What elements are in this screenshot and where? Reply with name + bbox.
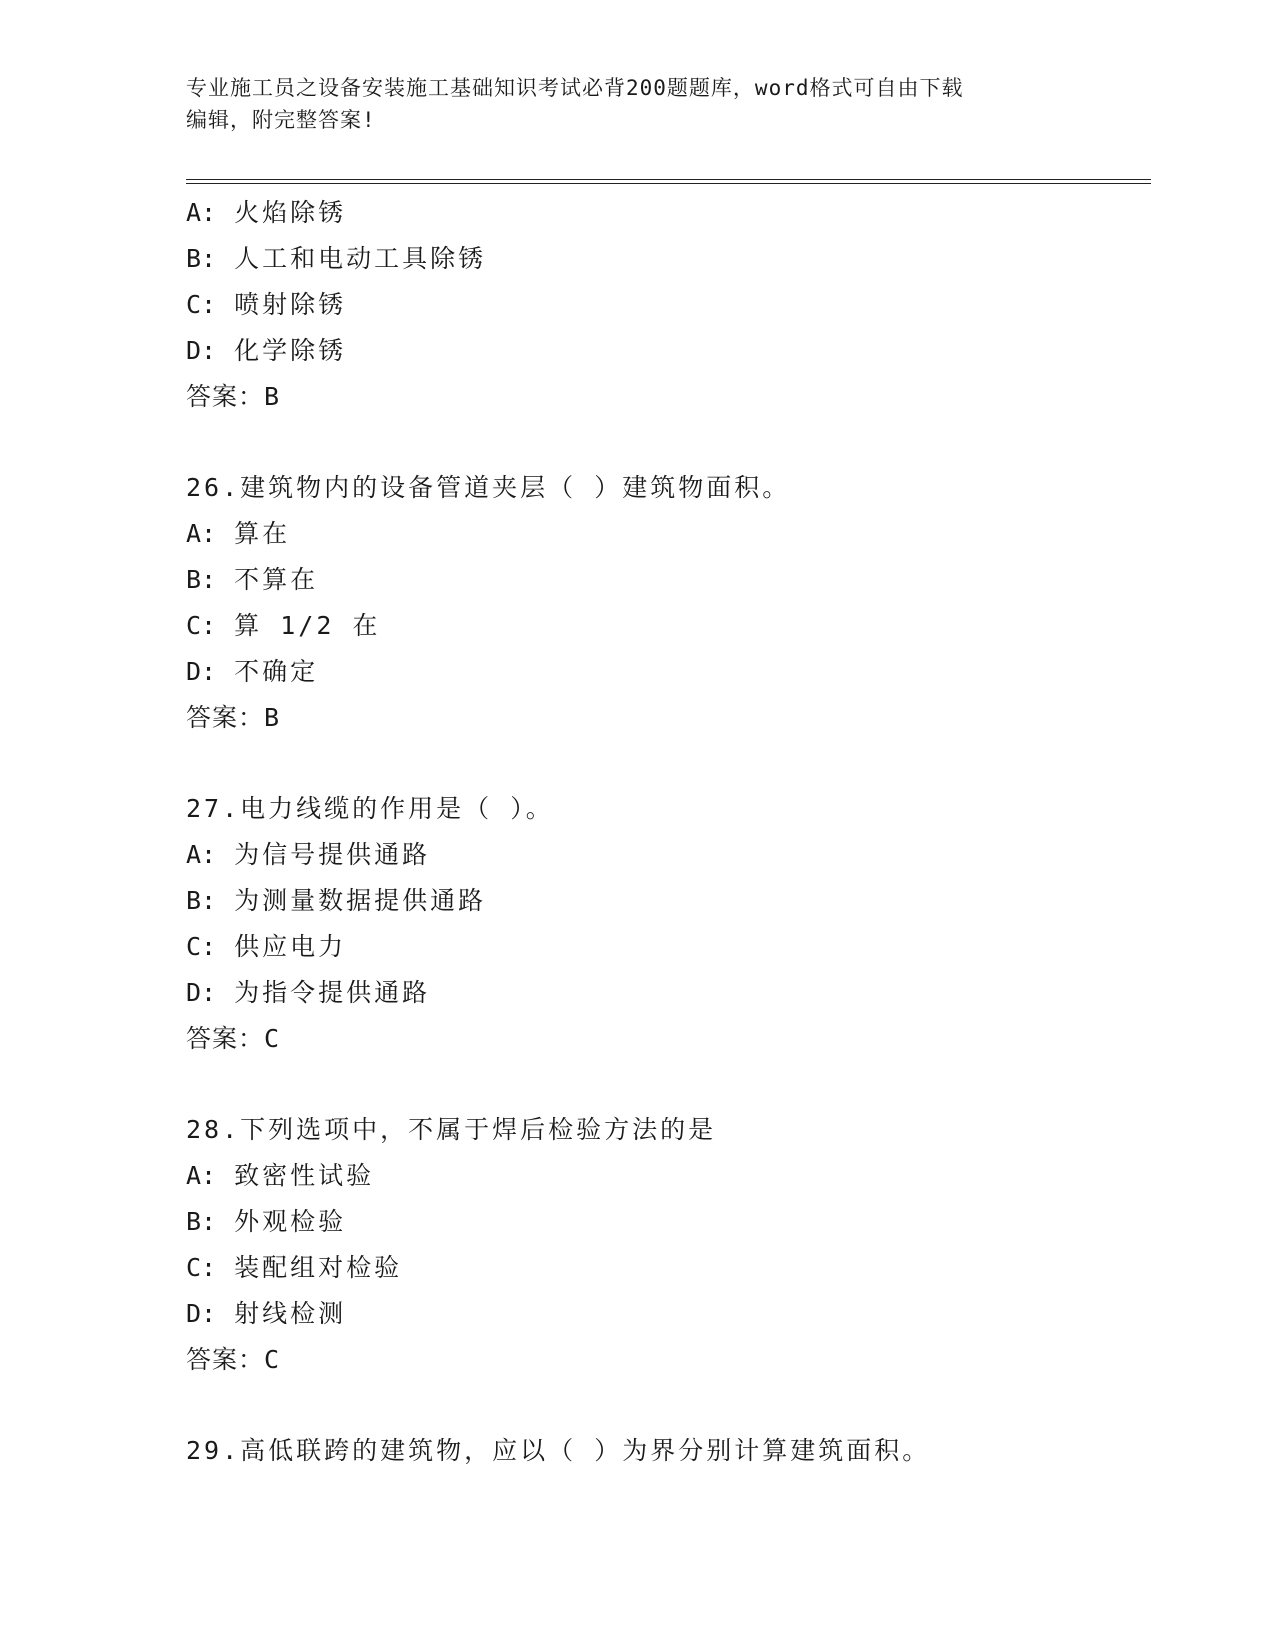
option-d: D: 为指令提供通路 xyxy=(186,978,431,1007)
option-c: C: 喷射除锈 xyxy=(186,290,347,319)
question-stem: 26.建筑物内的设备管道夹层（ ）建筑物面积。 xyxy=(186,473,791,502)
option-a: A: 火焰除锈 xyxy=(186,198,347,227)
question-stem: 29.高低联跨的建筑物，应以（ ）为界分别计算建筑面积。 xyxy=(186,1436,931,1465)
option-c: C: 供应电力 xyxy=(186,932,347,961)
question-27 xyxy=(186,786,1146,1062)
header-rule-bottom xyxy=(186,183,1151,184)
header-line-2: 编辑，附完整答案! xyxy=(186,108,376,132)
answer-line: 答案：C xyxy=(186,1345,281,1374)
question-28 xyxy=(186,1107,1146,1383)
header-line-1: 专业施工员之设备安装施工基础知识考试必背200题题库，word格式可自由下载 xyxy=(186,76,964,100)
answer-line: 答案：B xyxy=(186,703,281,732)
option-b: B: 人工和电动工具除锈 xyxy=(186,244,487,273)
question-stem: 28.下列选项中，不属于焊后检验方法的是 xyxy=(186,1115,717,1144)
question-26 xyxy=(186,465,1146,741)
header-rule-top xyxy=(186,179,1151,180)
question-25-continued xyxy=(186,190,1146,420)
answer-line: 答案：C xyxy=(186,1024,281,1053)
option-b: B: 外观检验 xyxy=(186,1207,347,1236)
option-a: A: 致密性试验 xyxy=(186,1161,375,1190)
option-c: C: 算 1/2 在 xyxy=(186,611,381,640)
answer-line: 答案：B xyxy=(186,382,281,411)
option-d: D: 不确定 xyxy=(186,657,319,686)
option-b: B: 不算在 xyxy=(186,565,319,594)
option-b: B: 为测量数据提供通路 xyxy=(186,886,487,915)
question-stem: 27.电力线缆的作用是（ ）。 xyxy=(186,794,554,823)
option-a: A: 为信号提供通路 xyxy=(186,840,431,869)
option-d: D: 射线检测 xyxy=(186,1299,347,1328)
document-header xyxy=(186,72,1066,136)
option-d: D: 化学除锈 xyxy=(186,336,347,365)
option-a: A: 算在 xyxy=(186,519,291,548)
question-29 xyxy=(186,1428,1146,1474)
option-c: C: 装配组对检验 xyxy=(186,1253,403,1282)
question-list xyxy=(186,190,1146,1474)
